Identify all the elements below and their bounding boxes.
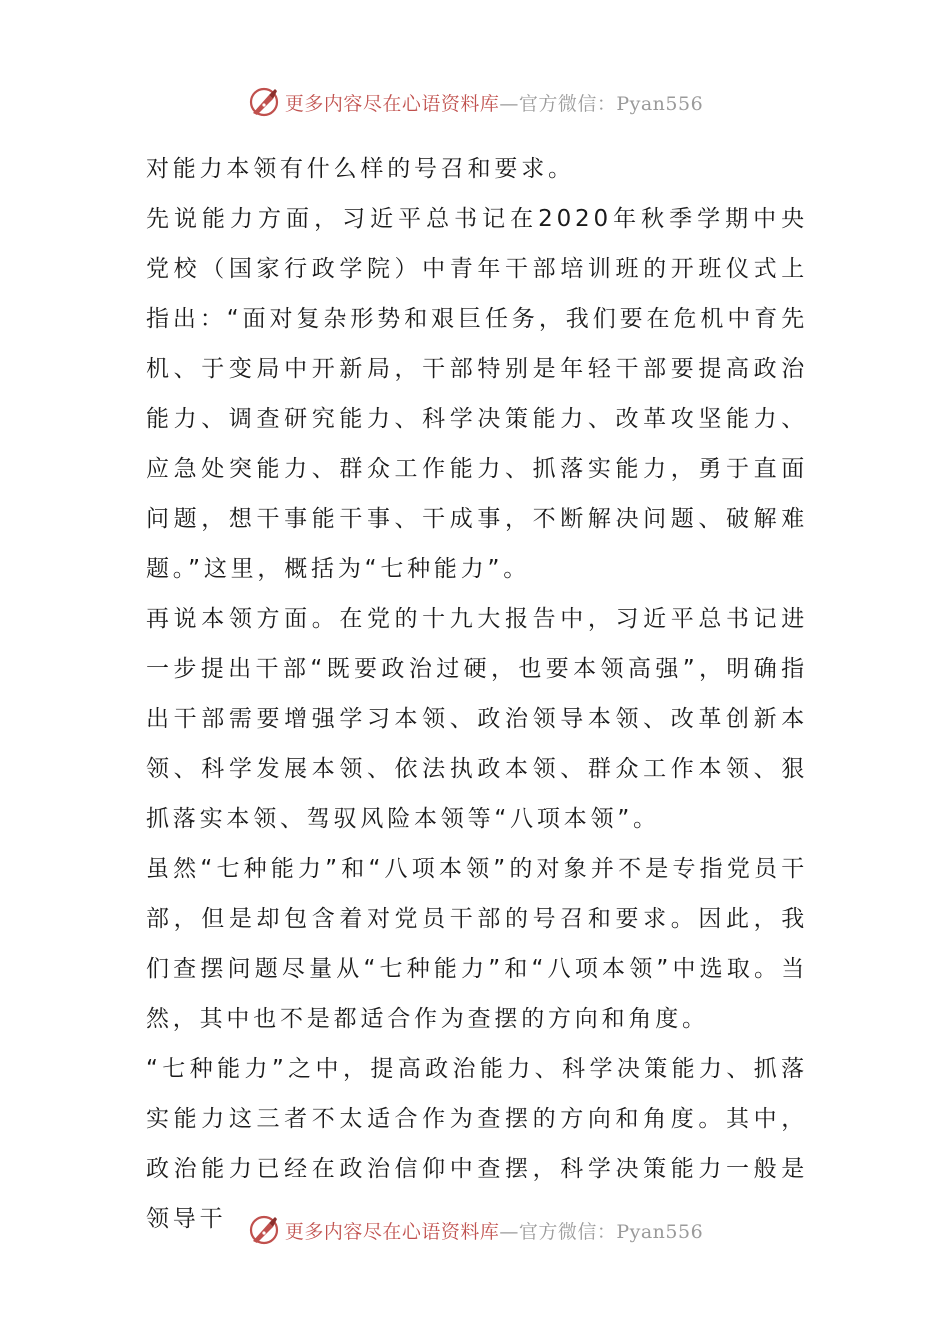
paragraph: 先说能力方面，习近平总书记在2020年秋季学期中央党校（国家行政学院）中青年干部培训班的开班仪式上指出：“面对复杂形势和艰巨任务，我们要在危机中育先机、于变局中开新局，干部特别是年轻干部要提高政治能力、调查研究能力、科学决策能力、改革攻坚能力、应急处突能力、群众工作能力、抓落实能力，勇于直面问题，想干事能干事、干成事，不断解决问题、破解难题。”这里，概括为“七种能力”。	[146, 206, 808, 582]
paragraph: 对能力本领有什么样的号召和要求。	[146, 156, 575, 182]
pen-nib-circle-icon	[247, 1213, 281, 1247]
paragraph: 再说本领方面。在党的十九大报告中，习近平总书记进一步提出干部“既要政治过硬，也要本领高强”，明确指出干部需要增强学习本领、政治领导本领、改革创新本领、科学发展本领、依法执政本领、群众工作本领、狠抓落实本领、驾驭风险本领等“八项本领”。	[146, 606, 808, 832]
paragraph: “七种能力”之中，提高政治能力、科学决策能力、抓落实能力这三者不太适合作为查摆的方向和角度。其中，政治能力已经在政治信仰中查摆，科学决策能力一般是领导干	[146, 1056, 808, 1232]
header-watermark	[0, 82, 950, 122]
document-body	[146, 144, 808, 1244]
watermark-text: 更多内容尽在心语资料库—官方微信：Pyan556	[284, 1220, 704, 1243]
pen-nib-circle-icon	[247, 85, 281, 119]
watermark-text: 更多内容尽在心语资料库—官方微信：Pyan556	[284, 92, 704, 115]
footer-watermark	[0, 1210, 950, 1250]
paragraph: 虽然“七种能力”和“八项本领”的对象并不是专指党员干部，但是却包含着对党员干部的号召和要求。因此，我们查摆问题尽量从“七种能力”和“八项本领”中选取。当然，其中也不是都适合作为查摆的方向和角度。	[146, 856, 808, 1032]
